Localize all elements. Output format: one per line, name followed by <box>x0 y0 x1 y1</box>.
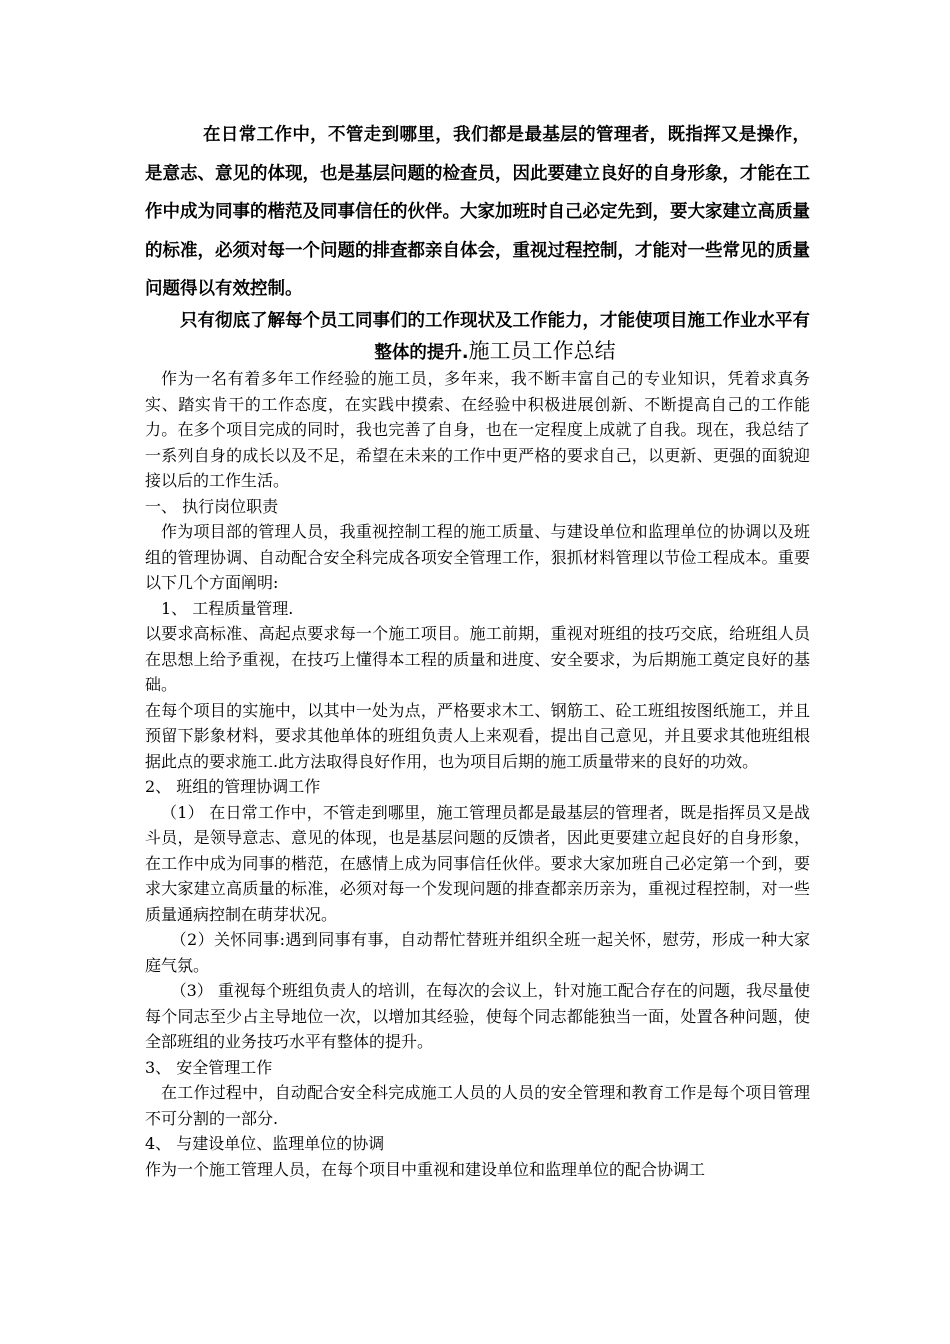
bold-intro-paragraph <box>145 116 810 309</box>
paragraph-quality-standard: 以要求高标准、高起点要求每一个施工项目。施工前期，重视对班组的技巧交底，给班组人员在思想上给予重视，在技巧上懂得本工程的质量和进度、安全要求，为后期施工奠定良好的基础。 <box>145 624 810 694</box>
intro-paragraph: 作为一名有着多年工作经验的施工员，多年来，我不断丰富自己的专业知识，凭着求真务实、踏实肯干的工作态度，在实践中摸索、在经验中积极进展创新、不断提高自己的工作能力。在多个项目完成的同时，我也完善了自身，也在一定程度上成就了自我。现在，我总结了一系列自身的成长以及不足，希望在未来的工作中更严格的要求自己，以更新、更强的面貌迎接以后的工作生活。 <box>145 369 810 490</box>
section-heading-3: 3、 安全管理工作 <box>145 1057 273 1077</box>
paragraph-duties: 作为项目部的管理人员，我重视控制工程的施工质量、与建设单位和监理单位的协调以及班组的管理协调、自动配合安全科完成各项安全管理工作，狠抓材料管理以节俭工程成本。重要以下几个方面阐明: <box>145 522 810 592</box>
document-title: 施工员工作总结 <box>468 339 616 363</box>
paragraph-quality-implementation: 在每个项目的实施中，以其中一处为点，严格要求木工、钢筋工、砼工班组按图纸施工，并且预留下影象材料，要求其他单体的班组负责人上来观看，提出自己意见，并且要求其他班组根据此点的要求施工.此方法取得良好作用，也为项目后期的施工质量带来的良好的功效。 <box>145 700 810 771</box>
paragraph-coordination: 作为一个施工管理人员，在每个项目中重视和建设单位和监理单位的配合协调工 <box>145 1159 706 1179</box>
bold-closing-block <box>175 306 815 368</box>
paragraph-team-management: （1） 在日常工作中，不管走到哪里，施工管理员都是最基层的管理者，既是指挥员又是战斗员，是领导意志、意见的体现，也是基层问题的反馈者，因此更要建立起良好的自身形象，在工作中成为同事的楷范，在感情上成为同事信任伙伴。要求大家加班自己必定第一个到，要求大家建立高质量的标准，必须对每一个发现问题的排查都亲历亲为，重视过程控制，对一些质量通病控制在萌芽状况。 <box>145 802 810 924</box>
paragraph-safety: 在工作过程中，自动配合安全科完成施工人员的人员的安全管理和教育工作是每个项目管理不可分割的一部分. <box>145 1083 810 1128</box>
section-heading-4: 4、 与建设单位、监理单位的协调 <box>145 1134 385 1153</box>
paragraph-training: （3） 重视每个班组负责人的培训，在每次的会议上，针对施工配合存在的问题，我尽量使每个同志至少占主导地位一次，以增加其经验，使每个同志都能独当一面，处置各种问题，使全部班组的业务技巧水平有整体的提升。 <box>145 981 810 1051</box>
subheading-quality: 1、 工程质量管理. <box>161 598 294 618</box>
paragraph-care-colleagues: （2）关怀同事:遇到同事有事，自动帮忙替班并组织全班一起关怀，慰劳，形成一种大家庭气氛。 <box>145 930 810 975</box>
document-body <box>145 366 810 1182</box>
bold-closing-text: 只有彻底了解每个员工同事们的工作现状及工作能力，才能使项目施工作业水平有整体的提升. <box>180 311 810 363</box>
section-heading-2: 2、 班组的管理协调工作 <box>145 777 321 796</box>
section-heading-1: 一、 执行岗位职责 <box>145 496 279 516</box>
bold-intro-text: 在日常工作中，不管走到哪里，我们都是最基层的管理者，既指挥又是操作，是意志、意见的体现，也是基层问题的检查员，因此要建立良好的自身形象，才能在工作中成为同事的楷范及同事信任的伙伴。大家加班时自己必定先到，要大家建立高质量的标准，必须对每一个问题的排查都亲自体会，重视过程控制，才能对一些常见的质量问题得以有效控制。 <box>145 125 810 299</box>
